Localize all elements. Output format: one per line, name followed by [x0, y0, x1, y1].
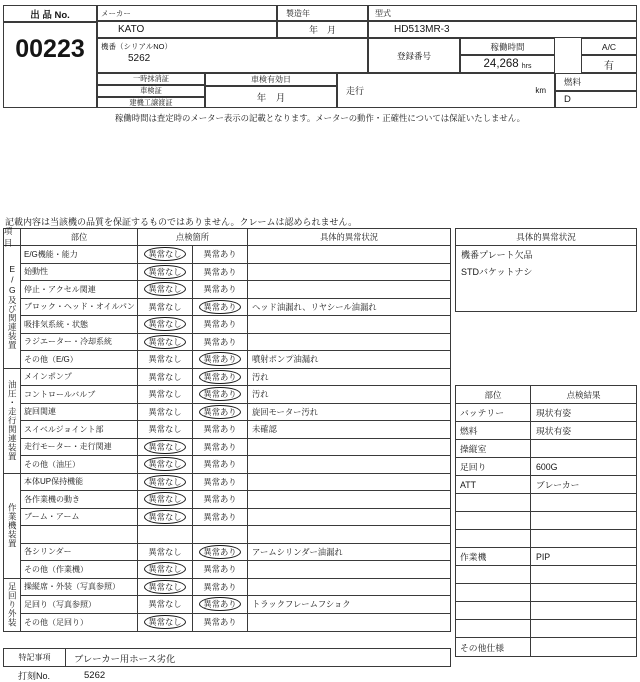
- part-name: ラジエーター・冷却系統: [21, 334, 138, 352]
- meter-note: 稼働時間は査定時のメーター表示の記載となります。メーターの動作・正確性については保証いたしません。: [114, 113, 526, 123]
- part-name: ブロック・ヘッド・オイルパン: [21, 299, 138, 317]
- special-notes-row: [3, 648, 451, 667]
- abnormality-label: [216, 533, 224, 535]
- result-row: [456, 638, 636, 656]
- inspection-row: [21, 456, 450, 474]
- abnormality-note: [248, 439, 450, 457]
- inspection-row: [21, 614, 450, 632]
- abnormality-label: 異常あり: [199, 545, 240, 559]
- hours-unit: hrs: [521, 62, 532, 70]
- special-notes-value: ブレーカー用ホース劣化: [74, 653, 176, 664]
- no-abnormality-option: [138, 526, 193, 544]
- inspection-row: [21, 264, 450, 282]
- abnormality-note: ヘッド油漏れ、リヤシール油漏れ: [248, 299, 450, 317]
- abnormality-note: 汚れ: [248, 386, 450, 404]
- result-part: [456, 494, 531, 512]
- col-header-check: 点検箇所: [138, 229, 248, 245]
- no-abnormality-option: [138, 246, 193, 264]
- abnormality-option: [193, 351, 248, 369]
- no-abnormality-option: [138, 404, 193, 422]
- result-value: [531, 530, 636, 548]
- no-abnormality-label: 異常なし: [148, 546, 182, 557]
- no-abnormality-option: [138, 544, 193, 562]
- no-abnormality-label: 異常なし: [148, 424, 182, 435]
- no-abnormality-label: [161, 533, 169, 535]
- abnormality-label: 異常あり: [199, 597, 240, 611]
- ac-value: 有: [581, 55, 637, 73]
- part-name: 走行モーター・走行関連: [21, 439, 138, 457]
- result-row: [456, 602, 636, 620]
- no-abnormality-label: 異常なし: [148, 354, 182, 365]
- inspection-row: [21, 526, 450, 544]
- result-row: [456, 476, 636, 494]
- abnormality-option: [193, 544, 248, 562]
- part-name: 停止・アクセル関連: [21, 281, 138, 299]
- result-table: [455, 385, 637, 657]
- abnormal-item: STDバケットナシ: [461, 267, 533, 277]
- inspection-row: [21, 474, 450, 492]
- model-label: 型式: [368, 5, 637, 21]
- part-name: スイベルジョイント部: [21, 421, 138, 439]
- no-abnormality-option: [138, 614, 193, 632]
- inspection-row: [21, 299, 450, 317]
- category-label: E/G及び関連装置: [4, 246, 21, 369]
- part-name: 各作業機の動き: [21, 491, 138, 509]
- inspection-table-header: [4, 226, 450, 248]
- no-abnormality-option: [138, 456, 193, 474]
- no-abnormality-option: [138, 351, 193, 369]
- abnormality-label: 異常あり: [203, 494, 237, 505]
- no-abnormality-option: [138, 316, 193, 334]
- no-abnormality-label: 異常なし: [148, 599, 182, 610]
- inspection-row: [21, 351, 450, 369]
- part-name: 各シリンダー: [21, 544, 138, 562]
- no-abnormality-option: [138, 386, 193, 404]
- abnormality-option: [193, 596, 248, 614]
- part-name: 吸排気系統・状態: [21, 316, 138, 334]
- result-value: 600G: [531, 458, 636, 476]
- abnormality-option: [193, 614, 248, 632]
- result-value: [531, 440, 636, 458]
- result-part: バッテリー: [456, 404, 531, 422]
- abnormal-item: 機番プレート欠品: [461, 250, 533, 260]
- abnormality-label: 異常あり: [203, 581, 237, 592]
- abnormality-option: [193, 369, 248, 387]
- no-abnormality-label: 異常なし: [144, 562, 185, 576]
- result-rows: [456, 404, 636, 656]
- no-abnormality-label: 異常なし: [144, 440, 185, 454]
- abnormality-note: [248, 474, 450, 492]
- result-row: [456, 530, 636, 548]
- doc-transfer-cert: 建機工譲渡証: [97, 97, 205, 108]
- part-name: 本体UP保持機能: [21, 474, 138, 492]
- inspection-row: [21, 509, 450, 527]
- result-part: [456, 584, 531, 602]
- result-value: 現状有姿: [531, 404, 636, 422]
- doc-inspection-cert: 車検証: [97, 85, 205, 97]
- category-label: 作業機装置: [4, 474, 21, 579]
- inspection-row: [21, 281, 450, 299]
- doc-temp-deletion-cert: 一時抹消証: [97, 73, 205, 85]
- disclaimer-note: 記載内容は当該機の品質を保証するものではありません。クレームは認められません。: [5, 217, 358, 227]
- result-row: [456, 584, 636, 602]
- result-row: [456, 566, 636, 584]
- abnormal-box-title: 具体的異常状況: [456, 229, 636, 246]
- inspection-row: [21, 561, 450, 579]
- result-table-header: [456, 386, 636, 404]
- result-value: 現状有姿: [531, 422, 636, 440]
- abnormality-option: [193, 246, 248, 264]
- abnormality-label: 異常あり: [203, 249, 237, 260]
- special-notes-label: 特記事項: [4, 649, 66, 666]
- result-row: [456, 404, 636, 422]
- abnormality-option: [193, 404, 248, 422]
- result-part: その他仕様: [456, 638, 531, 656]
- part-name: E/G機能・能力: [21, 246, 138, 264]
- fuel-value: D: [555, 91, 637, 108]
- registration-no-label: 登録番号: [368, 38, 460, 73]
- no-abnormality-option: [138, 299, 193, 317]
- result-value: [531, 566, 636, 584]
- inspection-row: [21, 369, 450, 387]
- no-abnormality-label: 異常なし: [144, 615, 185, 629]
- ac-label: A/C: [581, 38, 637, 55]
- abnormality-option: [193, 439, 248, 457]
- travel-label: 走行: [346, 86, 365, 96]
- no-abnormality-option: [138, 474, 193, 492]
- abnormality-note: [248, 246, 450, 264]
- inspection-row: [21, 404, 450, 422]
- abnormality-note: アームシリンダー油漏れ: [248, 544, 450, 562]
- stamp-no: [18, 669, 105, 682]
- abnormality-option: [193, 561, 248, 579]
- abnormality-label: 異常あり: [199, 405, 240, 419]
- exhibit-no-value: 00223: [3, 22, 97, 108]
- no-abnormality-label: 異常なし: [144, 580, 185, 594]
- no-abnormality-option: [138, 491, 193, 509]
- inspection-row: [21, 386, 450, 404]
- part-name: 旋回関連: [21, 404, 138, 422]
- result-part: 燃料: [456, 422, 531, 440]
- abnormality-note: 旋回モーター汚れ: [248, 404, 450, 422]
- result-part: [456, 566, 531, 584]
- inspection-row: [21, 439, 450, 457]
- abnormality-option: [193, 281, 248, 299]
- exhibit-no-label: 出 品 No.: [3, 5, 97, 22]
- result-part: ATT: [456, 476, 531, 494]
- hours-cell: [460, 55, 555, 73]
- abnormality-note: [248, 281, 450, 299]
- inspection-row: [21, 491, 450, 509]
- inspection-row: [21, 544, 450, 562]
- result-value: [531, 620, 636, 638]
- abnormality-option: [193, 316, 248, 334]
- result-row: [456, 440, 636, 458]
- part-name: その他（作業機）: [21, 561, 138, 579]
- abnormality-option: [193, 474, 248, 492]
- no-abnormality-option: [138, 561, 193, 579]
- no-abnormality-option: [138, 334, 193, 352]
- result-value: [531, 602, 636, 620]
- col-header-part2: 部位: [456, 386, 531, 403]
- no-abnormality-label: 異常なし: [148, 406, 182, 417]
- result-value: PIP: [531, 548, 636, 566]
- part-name: [21, 526, 138, 544]
- abnormality-note: 噴射ポンプ油漏れ: [248, 351, 450, 369]
- category-column: [4, 246, 21, 631]
- abnormality-label: 異常あり: [203, 476, 237, 487]
- abnormality-note: [248, 579, 450, 597]
- abnormality-label: 異常あり: [199, 300, 240, 314]
- inspection-row: [21, 596, 450, 614]
- inspection-row: [21, 579, 450, 597]
- abnormality-option: [193, 526, 248, 544]
- no-abnormality-label: 異常なし: [144, 335, 185, 349]
- header-form: [3, 5, 637, 108]
- abnormality-option: [193, 421, 248, 439]
- abnormality-option: [193, 334, 248, 352]
- inspection-rows: [21, 246, 450, 631]
- no-abnormality-option: [138, 264, 193, 282]
- result-part: 作業機: [456, 548, 531, 566]
- no-abnormality-label: 異常なし: [144, 282, 185, 296]
- abnormality-label: 異常あり: [203, 459, 237, 470]
- abnormality-note: [248, 509, 450, 527]
- abnormality-note: トラックフレームフショク: [248, 596, 450, 614]
- abnormality-note: [248, 526, 450, 544]
- abnormality-note: [248, 561, 450, 579]
- shaken-valid-label: 車検有効日: [205, 73, 337, 86]
- abnormality-label: 異常あり: [203, 441, 237, 452]
- abnormality-label: 異常あり: [203, 511, 237, 522]
- serial-label: 機番（シリアルNO）: [101, 42, 172, 51]
- no-abnormality-label: 異常なし: [148, 371, 182, 382]
- result-value: [531, 494, 636, 512]
- result-part: [456, 530, 531, 548]
- abnormality-label: 異常あり: [199, 370, 240, 384]
- abnormality-label: 異常あり: [203, 564, 237, 575]
- result-part: [456, 602, 531, 620]
- abnormality-note: [248, 334, 450, 352]
- result-row: [456, 494, 636, 512]
- no-abnormality-label: 異常なし: [144, 475, 185, 489]
- serial-cell: [97, 38, 368, 73]
- abnormality-note: [248, 264, 450, 282]
- no-abnormality-label: 異常なし: [148, 389, 182, 400]
- no-abnormality-label: 異常なし: [148, 301, 182, 312]
- no-abnormality-option: [138, 421, 193, 439]
- col-header-detail: 具体的異常状況: [319, 232, 379, 242]
- part-name: 始動性: [21, 264, 138, 282]
- abnormal-summary-box: [455, 228, 637, 312]
- abnormality-note: [248, 456, 450, 474]
- abnormality-option: [193, 456, 248, 474]
- abnormality-note: [248, 316, 450, 334]
- fuel-label: 燃料: [555, 73, 637, 91]
- result-value: [531, 512, 636, 530]
- result-row: [456, 512, 636, 530]
- part-name: コントロールバルブ: [21, 386, 138, 404]
- part-name: その他（E/G）: [21, 351, 138, 369]
- no-abnormality-label: 異常なし: [144, 265, 185, 279]
- abnormality-note: [248, 491, 450, 509]
- result-part: 足回り: [456, 458, 531, 476]
- part-name: ブーム・アーム: [21, 509, 138, 527]
- abnormal-items: [456, 246, 636, 280]
- part-name: その他（足回り）: [21, 614, 138, 632]
- abnormality-label: 異常あり: [203, 266, 237, 277]
- abnormality-label: 異常あり: [203, 617, 237, 628]
- abnormality-note: 未確認: [248, 421, 450, 439]
- abnormality-label: 異常あり: [199, 387, 240, 401]
- part-name: 操縦席・外装（写真参照）: [21, 579, 138, 597]
- result-part: 操縦室: [456, 440, 531, 458]
- no-abnormality-label: 異常なし: [144, 510, 185, 524]
- no-abnormality-label: 異常なし: [144, 317, 185, 331]
- inspection-row: [21, 246, 450, 264]
- shaken-valid-value: 年 月: [205, 86, 337, 108]
- stamp-label: 打刻No.: [18, 671, 51, 681]
- no-abnormality-option: [138, 579, 193, 597]
- abnormality-label: 異常あり: [203, 424, 237, 435]
- abnormality-label: 異常あり: [203, 284, 237, 295]
- serial-value: 5262: [128, 53, 151, 64]
- result-part: [456, 512, 531, 530]
- col-header-item: 項目: [4, 229, 21, 245]
- mfg-year-value: 年 月: [277, 21, 368, 38]
- part-name: メインポンプ: [21, 369, 138, 387]
- no-abnormality-option: [138, 509, 193, 527]
- category-label: 油圧・走行関連装置: [4, 369, 21, 474]
- no-abnormality-option: [138, 369, 193, 387]
- result-row: [456, 422, 636, 440]
- maker-value: KATO: [97, 21, 277, 38]
- hours-value: 24,268: [483, 58, 519, 70]
- result-row: [456, 620, 636, 638]
- mfg-year-label: 製造年: [277, 5, 368, 21]
- result-part: [456, 620, 531, 638]
- result-value: [531, 584, 636, 602]
- result-value: [531, 638, 636, 656]
- no-abnormality-label: 異常なし: [144, 247, 185, 261]
- abnormality-option: [193, 264, 248, 282]
- inspection-row: [21, 316, 450, 334]
- model-value: HD513MR-3: [368, 21, 637, 38]
- category-label: 足回り外装: [4, 579, 21, 632]
- part-name: その他（油圧）: [21, 456, 138, 474]
- abnormality-option: [193, 509, 248, 527]
- maker-label: メーカー: [97, 5, 277, 21]
- inspection-row: [21, 334, 450, 352]
- abnormality-label: 異常あり: [203, 336, 237, 347]
- inspection-table: [3, 228, 451, 632]
- hours-label: 稼働時間: [460, 38, 555, 55]
- no-abnormality-label: 異常なし: [144, 457, 185, 471]
- no-abnormality-label: 異常なし: [144, 492, 185, 506]
- abnormality-option: [193, 299, 248, 317]
- col-header-part: 部位: [21, 229, 138, 245]
- abnormality-note: 汚れ: [248, 369, 450, 387]
- abnormality-note: [248, 614, 450, 632]
- no-abnormality-option: [138, 281, 193, 299]
- result-value: ブレーカー: [531, 476, 636, 494]
- inspection-row: [21, 421, 450, 439]
- no-abnormality-option: [138, 596, 193, 614]
- abnormality-option: [193, 386, 248, 404]
- abnormality-option: [193, 491, 248, 509]
- travel-unit: km: [535, 86, 546, 95]
- col-header-result: 点検結果: [566, 389, 601, 400]
- part-name: 足回り（写真参照）: [21, 596, 138, 614]
- result-row: [456, 548, 636, 566]
- stamp-value: 5262: [84, 670, 106, 681]
- abnormality-label: 異常あり: [199, 352, 240, 366]
- abnormality-option: [193, 579, 248, 597]
- abnormality-label: 異常あり: [203, 319, 237, 330]
- no-abnormality-option: [138, 439, 193, 457]
- travel-cell: [337, 73, 555, 108]
- result-row: [456, 458, 636, 476]
